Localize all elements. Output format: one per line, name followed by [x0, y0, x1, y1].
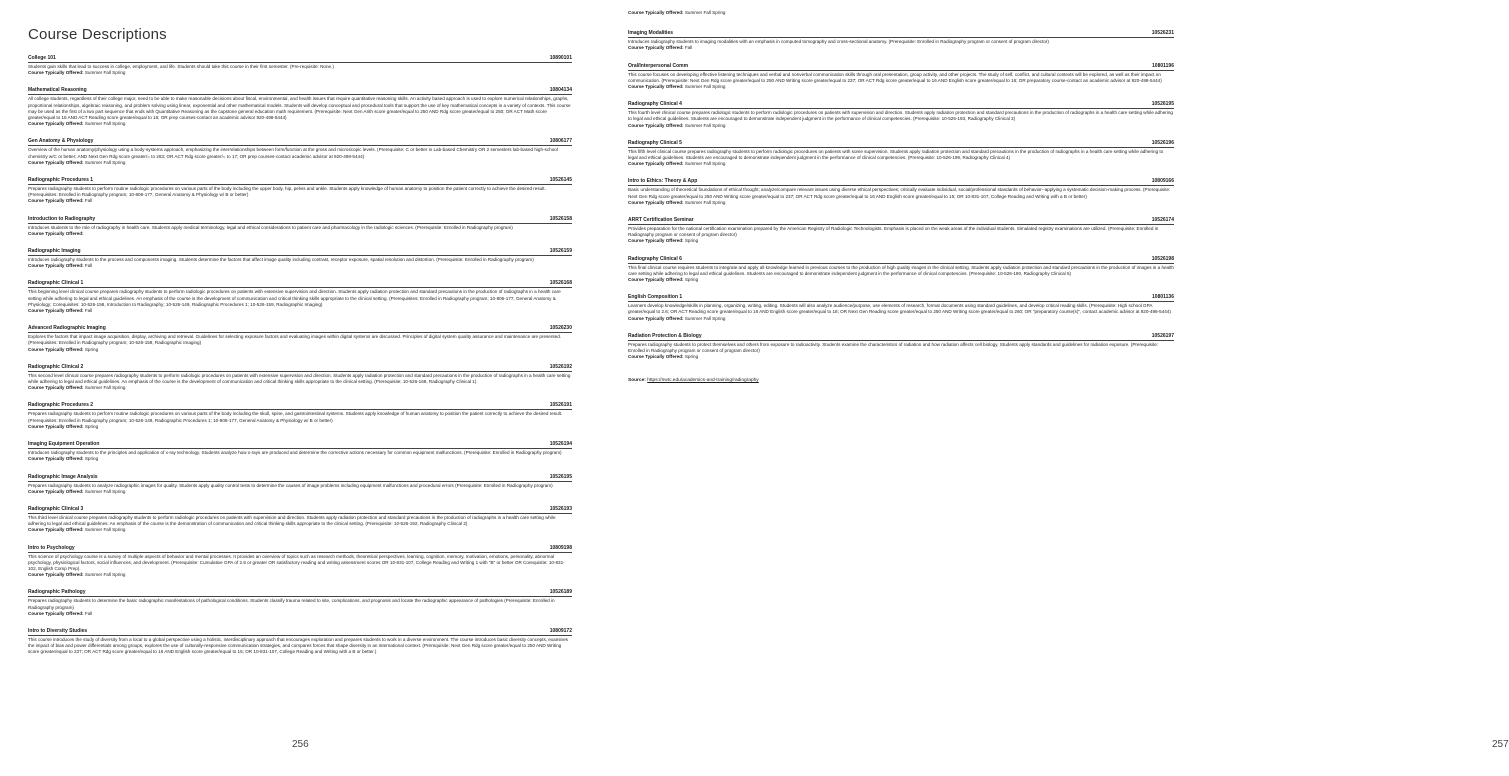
course-offered-value: Summer Fall Spring — [684, 122, 726, 128]
course-header — [628, 333, 1174, 341]
course-entry — [628, 101, 1174, 129]
course-entry — [28, 177, 572, 205]
course-name: Radiographic Clinical 1 — [28, 280, 84, 287]
course-offered-label: Course Typically Offered: — [28, 308, 84, 314]
course-name: Radiographic Pathology — [28, 589, 86, 596]
course-entry — [28, 628, 572, 656]
course-description: Explores the factors that impact image acquisition, display, archiving and retrieval. Guidelines for selecting exposure factors and evaluating images within digital systems are discussed. Principles of digital system quality assurance and maintenance are presented. (Prerequisites: Enrolled in Radiography program; 10-526-159, Radiographic Imaging) — [28, 334, 562, 346]
course-header — [28, 248, 572, 256]
course-offered-label: Course Typically Offered: — [628, 238, 684, 244]
course-offered-value: Summer Fall Spring — [84, 121, 126, 127]
course-header — [28, 506, 572, 514]
course-header — [28, 280, 572, 288]
course-offered-value: Summer Fall Spring — [84, 488, 126, 494]
right-course-list — [628, 30, 1174, 360]
course-name: Radiography Clinical 6 — [628, 255, 682, 262]
course-description: Overview of the human anatomy/physiology using a body-systems approach, emphasizing the interrelationships between form/function at the gross and microscopic levels. (Prerequisite: C or better in Lab-based Chemistry OR 2 semesters lab-based high-school chemistry w/C or better; AND Next Gen Rdg score greater/= to 263; OR ACT Rdg score greater/= to 17; OR prep courses-contact academic advisor at 920-498-5444) — [28, 147, 558, 159]
course-offered-label: Course Typically Offered: — [628, 122, 684, 128]
page-number-left: 256 — [292, 739, 309, 750]
course-code: 10526230 — [549, 325, 572, 332]
course-name: Radiographic Imaging — [28, 248, 81, 255]
course-offered-value: Spring — [84, 346, 99, 352]
course-code: 10526158 — [549, 215, 572, 222]
course-entry — [628, 63, 1174, 91]
course-offered-label: Course Typically Offered: — [28, 423, 84, 429]
course-code: 10526174 — [1151, 217, 1174, 224]
course-code: 10801136 — [1152, 294, 1174, 301]
course-header — [28, 216, 572, 224]
course-offered-label: Course Typically Offered: — [28, 610, 84, 616]
course-description: Introduces students to the role of radiography in health care. Students apply medical terminology, legal and ethical considerations to patient care and pharmacology in the radiologic sciences. (Prerequisite: Enrolled in Radiography program) — [28, 224, 513, 230]
course-name: Advanced Radiographic Imaging — [28, 325, 106, 332]
course-entry — [628, 217, 1174, 245]
course-name: Radiation Protection & Biology — [628, 332, 702, 339]
course-code: 10526195 — [549, 473, 572, 480]
course-description: Learners develop knowledge/skills in planning, organizing, writing, editing. Students will also analyze audience/purpose, use elements of research, format documents using standard guidelines, and develop critical reading skills. (Prerequisite: High school GPA greater/equal to 2.6; OR ACT Reading score greater/equal to 16 AND English score greater/equal to 18; OR Next Gen Reading score greater/equal to 250 AND Writing score greater/equal to 260; OR "preparatory course(s)", contact academic advisor at 920-498-5444) — [628, 303, 1171, 315]
course-description: Introduces radiography students to the principles and application of x-ray technology. Students analyze how x-rays are produced and determine the corrective actions necessary for common equipment malfunctions. (Prerequisite: Enrolled in Radiography program) — [28, 450, 562, 456]
course-header — [28, 474, 572, 482]
course-offered-label: Course Typically Offered: — [628, 84, 684, 90]
left-course-list — [28, 55, 572, 656]
course-description: Introduces radiography students to the process and components imaging. Students determine the factors that affect image quality including contrast, receptor exposure, spatial resolution and distortion. (Prerequisite: Enrolled in Radiography program) — [28, 257, 534, 263]
course-description: This third level clinical course prepares radiography students to perform radiologic procedures on patients with supervision and direction. Students apply radiation protection and standard precautions in the production of radiographs in a health care setting while adhering to legal and ethical guidelines. An emphasis of the course is the demonstration of communication and critical thinking skills appropriate to the clinical setting. (Prerequisite: 10-526-192, Radiography Clinical 2) — [28, 514, 556, 527]
course-offered — [28, 572, 572, 578]
course-name: Imaging Modalities — [628, 30, 674, 37]
course-entry — [28, 364, 572, 392]
course-entry — [28, 474, 572, 495]
course-offered — [628, 123, 1174, 129]
course-offered-value: Spring — [84, 423, 99, 429]
course-offered-label: Course Typically Offered: — [628, 354, 684, 360]
course-offered — [28, 121, 572, 127]
course-name: English Composition 1 — [628, 294, 683, 301]
course-description: This second level clinical course prepares radiography students to perform radiologic procedures on patients with extensive supervision and direction. Students apply radiation protection and standard precautions in the production of radiographs in a health care setting while adhering to legal and ethical guidelines. An emphasis of the course is the development of communication and critical thinking skills appropriate to the clinical setting. (Prerequisite: 10-526-168, Radiography Clinical 1) — [28, 372, 571, 385]
course-offered-value: Spring — [84, 456, 99, 462]
course-offered-label: Course Typically Offered: — [628, 161, 684, 167]
course-header — [28, 87, 572, 95]
course-header — [28, 325, 572, 333]
course-code: 10526193 — [549, 505, 572, 512]
course-header — [28, 441, 572, 449]
course-header — [628, 217, 1174, 225]
carryover-offered-label: Course Typically Offered: — [628, 10, 684, 15]
course-entry — [628, 294, 1174, 322]
course-description: Provides preparation for the national certification examination prepared by the American Registry of Radiologic Technologists. Emphasis is placed on the weak areas of the individual students. Simulated registry examinations are utilized. (Prerequisite: Enrolled in Radiography program or consent of program director) — [628, 226, 1159, 238]
course-offered — [628, 277, 1174, 283]
course-code: 10526191 — [549, 402, 572, 409]
course-name: Gen Anatomy & Physiology — [28, 138, 94, 145]
page-title: Course Descriptions — [28, 26, 167, 43]
course-offered-value: Summer Fall Spring — [684, 84, 726, 90]
course-offered-label: Course Typically Offered: — [28, 527, 84, 533]
course-header — [28, 364, 572, 372]
course-offered-value: Spring — [684, 238, 699, 244]
course-offered-label: Course Typically Offered: — [628, 277, 684, 283]
course-offered — [628, 45, 1174, 51]
course-offered-value: Fall — [84, 263, 93, 269]
source-line — [628, 378, 1174, 384]
course-code: 10890101 — [549, 55, 572, 61]
course-entry — [28, 280, 572, 314]
course-name: Radiographic Clinical 2 — [28, 363, 84, 370]
course-code: 10806177 — [549, 138, 572, 145]
course-offered-value: Fall — [684, 45, 693, 51]
course-offered — [28, 424, 572, 430]
course-header — [628, 101, 1174, 109]
course-entry — [628, 256, 1174, 284]
course-code: 10809172 — [549, 627, 572, 634]
course-offered — [628, 238, 1174, 244]
course-offered — [28, 231, 572, 237]
course-code: 10526194 — [549, 441, 572, 448]
course-entry — [28, 441, 572, 462]
course-entry — [628, 140, 1174, 168]
course-offered — [28, 456, 572, 462]
course-description: Prepares radiography students to protect themselves and others from exposure to radioactivity. Students examine the characteristics of radiation and how radiation affects cell biology. Students apply standards and guidelines for radiation exposure. (Prerequisite: Enrolled in Radiography program or consent of program director) — [628, 341, 1159, 354]
course-entry — [28, 589, 572, 617]
course-code: 10801196 — [1152, 62, 1174, 69]
page-number-right: 257 — [1492, 739, 1509, 750]
course-offered-value: Summer Fall Spring — [684, 161, 726, 167]
course-offered — [28, 160, 572, 166]
course-header — [628, 30, 1174, 38]
course-description: Prepares radiography students to analyze radiographic images for quality. Students apply quality control tests to determine the causes of image problems including equipment malfunctions and procedural errors (Prerequisite: Enrolled in Radiography program) — [28, 482, 553, 488]
course-description: This fifth level clinical course prepares radiography students to perform radiologic procedures on patients with some supervision. Students apply radiation protection and standard precautions in the production of radiographs in a health care setting while adhering to legal and ethical guidelines. Students are encouraged to demonstrate independent judgment in the performance of clinical competencies. (Prerequisite: 10-526-199, Radiography Clinical 4) — [628, 148, 1164, 161]
course-offered-label: Course Typically Offered: — [28, 121, 84, 127]
course-entry — [28, 138, 572, 166]
course-offered-label: Course Typically Offered: — [628, 315, 684, 321]
course-name: Radiography Clinical 5 — [628, 139, 682, 146]
course-header — [28, 402, 572, 410]
course-description: This final clinical course requires students to integrate and apply all knowledge learned in previous courses to the production of high quality images in the clinical setting. Students apply radiation protection and standard precautions in the production of images in a health care setting while adhering to legal and ethical guidelines. Students are encouraged to demonstrate independent judgment in the performance of clinical competencies. (Prerequisite: 10-526-190, Radiography Clinical 5) — [628, 264, 1174, 276]
course-name: Introduction to Radiography — [28, 215, 96, 222]
course-description: Prepares radiography students to perform routine radiologic procedures on various parts of the body including the skull, spine, and gastrointestinal systems. Students apply knowledge of human anatomy to position the patient correctly to achieve the desired result. (Prerequisites: Enrolled in Radiography program; 10-526-149, Radiographic Procedures 1; 10-806-177, General Anatomy & Physiology w/ B or better) — [28, 411, 563, 423]
course-description: All college students, regardless of their college major, need to be able to make reasonable decisions about fiscal, environmental, and health issues that require quantitative reasoning skills. An activity based approach is used to explore numerical relationships, graphs, proportional relationships, algebraic reasoning, and problem solving using linear, exponential and other mathematical models. Students will develop conceptual and procedural tools that support the use of key mathematical concepts in a variety of contexts. This course may be used as the first of a two part sequence that ends with Quantitative Reasoning as the capstone general education math requirement. (Prerequisite: Next Gen Arith score greater/equal to 250 AND Rdg score greater/equal to 250; OR ACT Math score greater/equal to 15 AND ACT Reading score greater/equal to 16; OR prep courses-contact an academic advisor 920-498-5444) — [28, 96, 571, 121]
course-description: Students gain skills that lead to success in college, employment, and life. Students should take this course in their first semester. (Pre-requisite: None.) — [28, 64, 334, 69]
source-label: Source: — [628, 378, 646, 384]
course-offered-value: Spring — [684, 277, 699, 283]
left-page — [0, 0, 600, 776]
course-entry — [28, 402, 572, 430]
course-offered-value: Spring — [684, 354, 699, 360]
source-link[interactable]: https://nwtc.edu/academics-and-training/radiography — [647, 378, 759, 384]
course-offered-value: Fall — [84, 308, 93, 314]
course-code: 10526145 — [549, 177, 572, 184]
course-offered — [28, 611, 572, 617]
course-code: 10809166 — [1151, 178, 1174, 185]
course-code: 10526196 — [1151, 139, 1174, 146]
course-offered-value: Summer Fall Spring — [684, 315, 726, 321]
course-header — [628, 294, 1174, 302]
course-offered — [28, 527, 572, 533]
course-entry — [28, 248, 572, 269]
course-name: Intro to Psychology — [28, 544, 75, 551]
course-header — [28, 138, 572, 146]
course-offered-value: Summer Fall Spring — [684, 199, 726, 205]
course-name: Imaging Equipment Operation — [28, 441, 100, 448]
course-entry — [28, 216, 572, 237]
course-code: 10804134 — [549, 87, 572, 94]
course-name: College 101 — [28, 55, 56, 61]
course-header — [628, 256, 1174, 264]
course-offered — [28, 70, 572, 76]
course-offered — [628, 161, 1174, 167]
course-offered-value: Summer Fall Spring — [84, 527, 126, 533]
course-code: 10526159 — [549, 248, 572, 255]
course-offered-label: Course Typically Offered: — [28, 488, 84, 494]
course-name: Oral/Interpersonal Comm — [628, 62, 689, 69]
course-header — [628, 178, 1174, 186]
course-offered — [28, 263, 572, 269]
course-entry — [28, 325, 572, 353]
course-offered — [628, 200, 1174, 206]
course-offered — [28, 385, 572, 391]
course-offered-label: Course Typically Offered: — [28, 346, 84, 352]
course-offered-label: Course Typically Offered: — [28, 572, 84, 578]
course-name: Radiographic Image Analysis — [28, 473, 98, 480]
course-description: Introduces radiography students to imaging modalities with an emphasis in computed tomography and cross-sectional anatomy. (Prerequisite: Enrolled in Radiography program or consent of program director) — [628, 39, 1049, 45]
course-name: Radiographic Procedures 2 — [28, 402, 94, 409]
course-name: ARRT Certification Seminar — [628, 217, 694, 224]
course-header — [628, 63, 1174, 71]
course-name: Radiography Clinical 4 — [628, 101, 682, 108]
course-offered-label: Course Typically Offered: — [28, 385, 84, 391]
course-header — [28, 589, 572, 597]
carryover-offered — [628, 10, 1174, 16]
course-offered-value: Summer Fall Spring — [84, 70, 126, 76]
course-offered-value: Summer Fall Spring — [84, 572, 126, 578]
course-code: 10526189 — [549, 589, 572, 596]
course-code: 10526198 — [1151, 255, 1174, 262]
course-description: Prepares radiography students to determine the basic radiographic manifestations of pathological conditions. Students classify trauma related to site, complications, and prognosis and locate the radiographic appearance of pathologies (Prerequisite: Enrolled in Radiography program) — [28, 598, 555, 610]
course-header — [28, 55, 572, 63]
right-page — [600, 0, 1509, 776]
course-offered — [28, 347, 572, 353]
course-name: Mathematical Reasoning — [28, 87, 87, 94]
course-name: Radiographic Procedures 1 — [28, 177, 94, 184]
course-offered-label: Course Typically Offered: — [28, 70, 84, 76]
course-code: 10526168 — [549, 280, 572, 287]
course-description: This course introduces the study of diversity from a local to a global perspective using a holistic, interdisciplinary approach that encourages exploration and prepares students to work in a diverse environment. The course introduces basic diversity concepts, examines the impact of bias and power differentials among groups, explores the use of culturally-responsive communication strategies, and compares forces that shape diversity in an international context. (Prerequisite: Next Gen Rdg score greater/equal to 250 AND Writing score greater/equal to 237; OR ACT Rdg score greater/equal to 16 AND English score greater/equal to 15; OR 10-831-107, College Reading and Writing with a B or better.) — [28, 636, 568, 655]
course-offered-label: Course Typically Offered: — [28, 230, 84, 236]
course-description: This beginning level clinical course prepares radiography students to perform radiologic procedures on patients with extensive supervision and direction. Students apply radiation protection and standard precautions in the production of radiographs in a health care setting while adhering to legal and ethical guidelines. An emphasis of the course is the development of communication and critical thinking skills appropriate to the clinical setting. (Prerequisites: Enrolled in Radiography program; 10-806-177, General Anatomy & Physiology; Corequisites: 10-526-158, Introduction to Radiography; 10-526-149, Radiographic Procedures 1; 10-526-159, Radiographic Imaging) — [28, 289, 561, 307]
course-code: 10526195 — [1151, 101, 1174, 108]
course-name: Intro to Diversity Studies — [28, 627, 88, 634]
course-offered-label: Course Typically Offered: — [28, 263, 84, 269]
course-description: This fourth level clinical course prepares radiologic students to perform radiologic procedures on patients with supervision and direction. Students apply radiation protection and standard precautions in the production of radiographs in a health care setting while adhering to legal and ethical guidelines. Students are encouraged to demonstrate independent judgment in the performance of clinical competencies. (Prerequisite: 10-526-193, Radiography Clinical 3) — [628, 110, 1173, 122]
course-offered — [628, 354, 1174, 360]
course-offered-label: Course Typically Offered: — [628, 199, 684, 205]
course-code: 10526197 — [1151, 332, 1174, 339]
course-code: 10809198 — [549, 544, 572, 551]
course-header — [28, 628, 572, 636]
course-offered-label: Course Typically Offered: — [28, 198, 84, 204]
course-name: Intro to Ethics: Theory & App — [628, 178, 698, 185]
course-offered-value: Fall — [84, 610, 93, 616]
course-entry — [28, 55, 572, 76]
course-offered-label: Course Typically Offered: — [28, 159, 84, 165]
course-entry — [28, 506, 572, 534]
course-offered — [628, 84, 1174, 90]
course-offered — [628, 316, 1174, 322]
course-offered-value: Summer Fall Spring — [84, 159, 126, 165]
course-offered-value: Summer Fall Spring — [84, 385, 126, 391]
course-entry — [28, 87, 572, 127]
course-code: 10526231 — [1151, 30, 1174, 37]
carryover-offered-value: Summer Fall Spring — [684, 10, 726, 15]
course-description: This course focuses on developing effective listening techniques and verbal and nonverbal communication skills through oral presentation, group activity, and other projects. The study of self, conflict, and cultural contexts will be explored, as well as their impact on communication. (Prerequisite: Next Gen Rdg score greater/equal to 250 AND Writing score greater/equal to 237; OR ACT Rdg score greater/equal to 16 AND English score greater/equal to 16; OR preparatory course-contact an academic advisor at 920-498-5444) — [628, 71, 1162, 83]
course-header — [628, 140, 1174, 148]
course-description: Prepares radiography students to perform routine radiologic procedures on various parts of the body including the upper body, hip, pelvis and ankle. Students apply knowledge of human anatomy to position the patient correctly to achieve the desired result. (Prerequisites: Enrolled in Radiography program; 10-806-177, General Anatomy & Physiology w/ B or better) — [28, 186, 546, 198]
course-description: This science of psychology course is a survey of multiple aspects of behavior and mental processes. It provides an overview of topics such as research methods, theoretical perspectives, learning, cognition, memory, motivation, emotions, personality, abnormal psychology, physiological factors, social influences, and development. (Prerequisite: Cumulative GPA of 2.6 or greater OR satisfactory reading and writing assessment scores OR 10-831-107, College Reading and Writing 1 with "B" or better OR Corequisite: 10-831-102, English Comp Prep). — [28, 553, 565, 571]
course-offered — [28, 308, 572, 314]
course-name: Radiographic Clinical 3 — [28, 505, 84, 512]
course-offered-label: Course Typically Offered: — [28, 456, 84, 462]
course-code: 10526192 — [549, 363, 572, 370]
course-entry — [628, 333, 1174, 361]
course-offered — [28, 198, 572, 204]
course-entry — [628, 30, 1174, 51]
course-offered-label: Course Typically Offered: — [628, 45, 684, 51]
course-header — [28, 177, 572, 185]
course-offered-value: Fall — [84, 198, 93, 204]
course-header — [28, 545, 572, 553]
course-offered — [28, 489, 572, 495]
course-description: Basic understanding of theoretical foundations of ethical thought; analyze/compare relevant issues using diverse ethical perspectives; critically evaluate individual, social/professional standards of behavior--applying a systematic decision-making process. (Prerequisite: Next Gen Rdg score greater/equal to 250 AND Writing score greater/equal to 237; OR ACT Rdg score greater/equal to 16 AND English score greater/equal to 15; OR 10-831-107, College Reading and Writing with a B or better) — [628, 187, 1171, 199]
course-entry — [628, 178, 1174, 206]
course-entry — [28, 545, 572, 579]
